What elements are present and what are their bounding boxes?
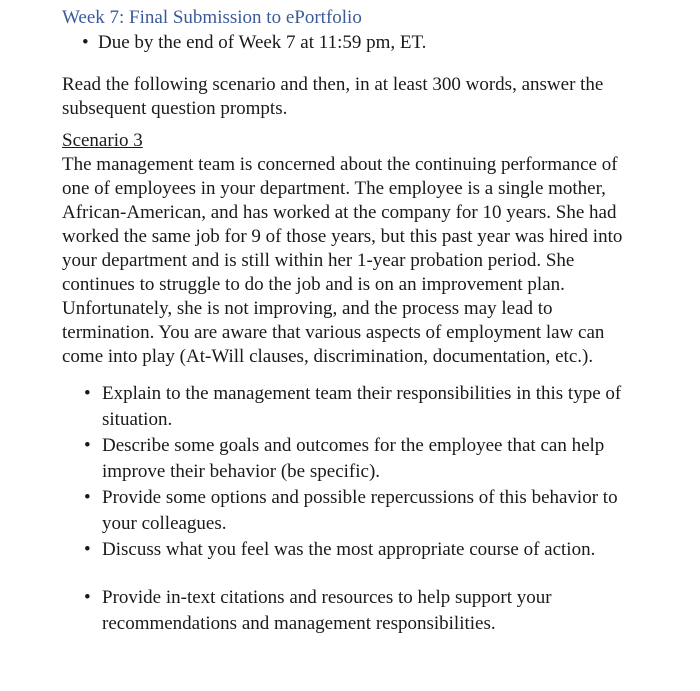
due-item <box>82 30 662 55</box>
prompt-item <box>84 585 644 637</box>
prompt-text: Explain to the management team their responsibilities in this type of situation. <box>102 383 622 430</box>
scenario-body: The management team is concerned about the continuing performance of one of employees in your department. The employee is a single mother, African-American, and has worked at the company for 10 years. She had worked the same job for 9 of those years, but this past year was hired into your department and is still within her 1-year probation period. She continues to struggle to do the job and is on an improvement plan. Unfortunately, she is not improving, and the process may lead to termination. You are aware that various aspects of employment law can come into play (At-Will clauses, discrimination, documentation, etc.). <box>62 154 623 367</box>
prompt-item <box>84 537 644 563</box>
prompt-item <box>84 485 644 537</box>
bullet-icon: • <box>84 587 91 608</box>
bullet-icon: • <box>84 435 91 456</box>
scenario-title: Scenario 3 <box>62 130 143 151</box>
bullet-icon: • <box>82 32 89 53</box>
prompt-text: Describe some goals and outcomes for the employee that can help improve their behavior (be specific). <box>102 435 605 482</box>
final-prompt-list <box>62 585 644 637</box>
prompt-item <box>84 381 644 433</box>
due-item-text: Due by the end of Week 7 at 11:59 pm, ET. <box>98 32 427 53</box>
prompt-text: Provide some options and possible repercussions of this behavior to your colleagues. <box>102 487 618 534</box>
prompt-item <box>84 433 644 485</box>
intro-paragraph: Read the following scenario and then, in at least 300 words, answer the subsequent question prompts. <box>62 74 604 119</box>
prompt-text: Discuss what you feel was the most appropriate course of action. <box>102 539 596 560</box>
bullet-icon: • <box>84 539 91 560</box>
prompt-text: Provide in-text citations and resources to help support your recommendations and management responsibilities. <box>102 587 552 634</box>
prompt-list <box>62 381 644 563</box>
bullet-icon: • <box>84 487 91 508</box>
page-title: Week 7: Final Submission to ePortfolio <box>62 7 362 28</box>
bullet-icon: • <box>84 383 91 404</box>
document-page <box>62 6 662 637</box>
due-list <box>62 30 662 55</box>
